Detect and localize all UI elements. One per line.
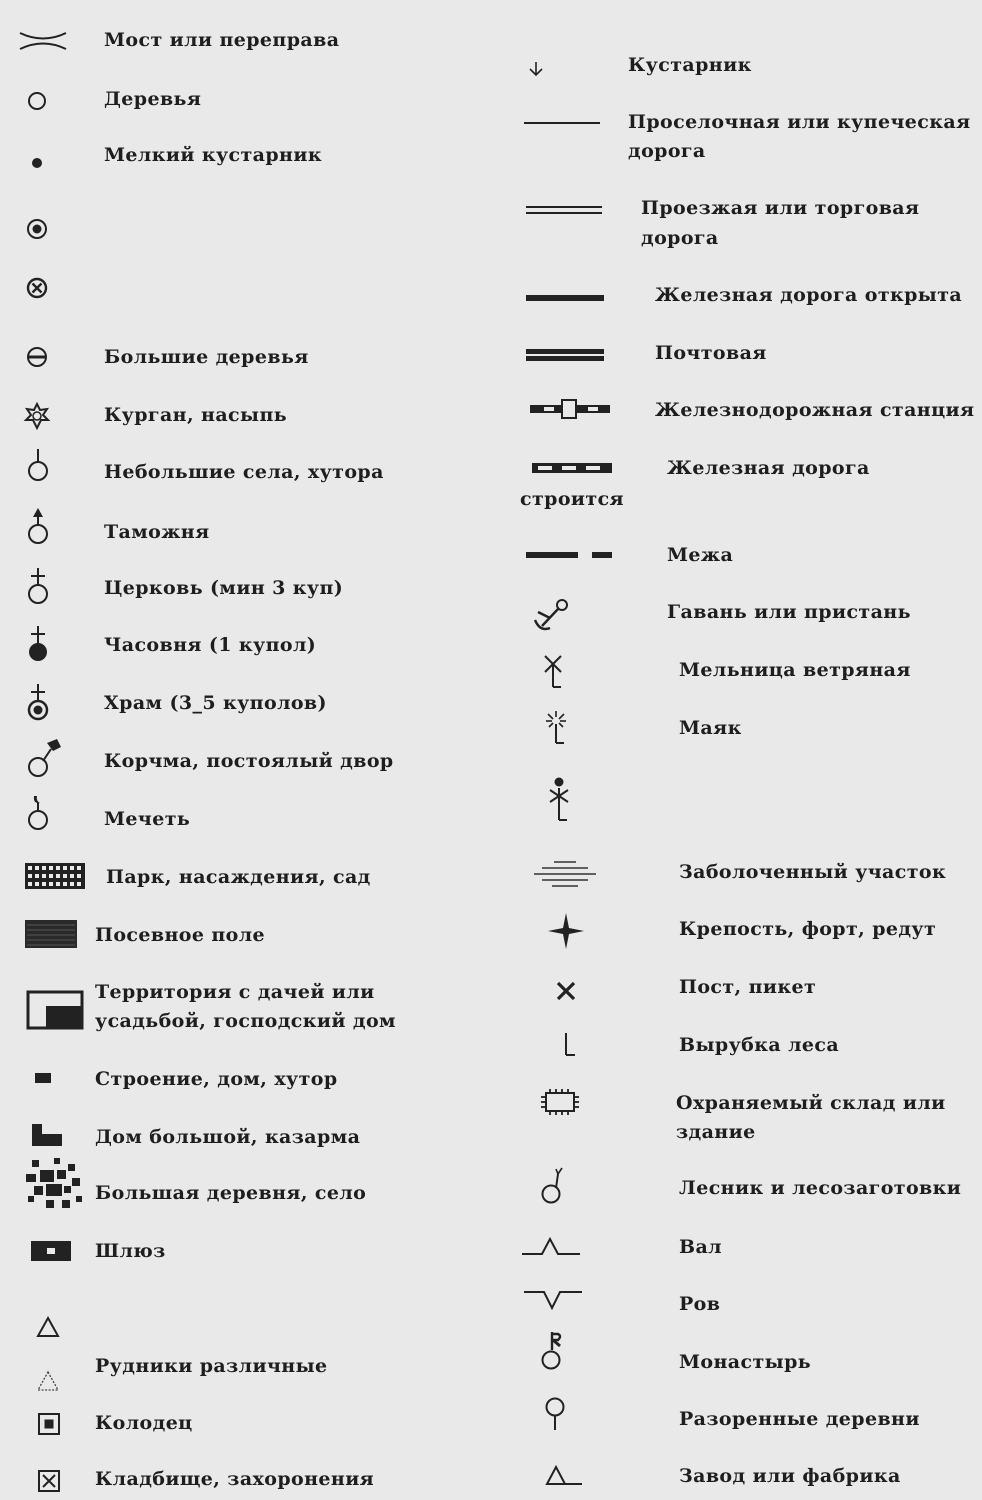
legend-label: Кладбище, захоронения	[95, 1468, 375, 1490]
warehouse-icon	[538, 1087, 582, 1117]
legend-label: Строение, дом, хутор	[95, 1068, 338, 1090]
dotted-triangle-icon	[36, 1370, 60, 1392]
legend-label: Курган, насыпь	[104, 404, 288, 426]
railway-station-icon	[530, 398, 610, 420]
legend-label: Проселочная или купеческая	[628, 111, 971, 133]
legend-label: Крепость, форт, редут	[679, 918, 937, 940]
legend-label: Железная дорога	[667, 457, 870, 479]
legend-label: Проезжая или торговая	[641, 197, 920, 219]
estate-icon	[26, 990, 84, 1030]
barracks-icon	[30, 1122, 64, 1148]
legend-label: Лесник и лесозаготовки	[679, 1177, 962, 1199]
legend-label: Монастырь	[679, 1351, 812, 1373]
cemetery-icon	[37, 1469, 61, 1493]
legend-label: Большая деревня, село	[95, 1182, 367, 1204]
circle-bar-icon	[25, 345, 49, 369]
chapel-icon	[25, 624, 51, 664]
legend-label: Мелкий кустарник	[104, 144, 322, 166]
legend-label: Ров	[679, 1293, 721, 1315]
circle-cross-icon	[25, 276, 49, 300]
ditch-icon	[524, 1288, 584, 1312]
windmill-icon	[541, 654, 565, 690]
church-icon	[25, 566, 51, 606]
legend-label: Охраняемый склад или	[676, 1092, 946, 1114]
legend-label: Посевное поле	[95, 924, 266, 946]
building-icon	[34, 1072, 52, 1084]
legend-label: Таможня	[104, 521, 210, 543]
figure-icon	[546, 776, 572, 824]
legend-label: Дом большой, казарма	[95, 1126, 361, 1148]
legend-label: Колодец	[95, 1412, 193, 1434]
legend-label: Заболоченный участок	[679, 861, 947, 883]
post-cross-icon	[555, 980, 577, 1002]
boundary-icon	[526, 550, 614, 560]
legend-label: Межа	[667, 544, 734, 566]
legend-label: Церковь (мин 3 куп)	[104, 577, 344, 599]
legend-label: Рудники различные	[95, 1355, 328, 1377]
railway-icon	[526, 293, 604, 303]
swamp-icon	[532, 858, 598, 888]
circle-dot-icon	[25, 217, 49, 241]
monastery-icon	[538, 1330, 570, 1372]
factory-icon	[544, 1464, 584, 1488]
legend-label: Вал	[679, 1236, 722, 1258]
legend-label: Кустарник	[628, 54, 752, 76]
clearing-icon	[562, 1031, 578, 1059]
country-road-icon	[524, 119, 600, 127]
legend-label: Корчма, постоялый двор	[104, 750, 394, 772]
legend-label: Мечеть	[104, 808, 191, 830]
star-mound-icon	[24, 403, 50, 429]
legend-label: Большие деревья	[104, 346, 309, 368]
bridge-icon	[18, 30, 68, 52]
field-icon	[24, 919, 78, 949]
park-grid-icon	[24, 862, 86, 890]
harbor-anchor-icon	[532, 596, 572, 634]
dot-icon	[30, 156, 44, 170]
mosque-icon	[25, 792, 51, 832]
triangle-icon	[36, 1316, 60, 1338]
legend-label: Мельница ветряная	[679, 659, 911, 681]
legend-label: Храм (3_5 куполов)	[104, 692, 327, 714]
legend-sublabel: строится	[520, 488, 624, 510]
legend-label: Парк, насаждения, сад	[106, 866, 371, 888]
legend-label: Железнодорожная станция	[655, 399, 975, 421]
hollow-circle-icon	[26, 90, 48, 112]
legend-label: Деревья	[104, 88, 202, 110]
postal-road-icon	[526, 348, 604, 362]
legend-label: Маяк	[679, 717, 742, 739]
legend-label: Шлюз	[95, 1240, 166, 1262]
legend-label: Завод или фабрика	[679, 1465, 901, 1487]
legend-label: Разоренные деревни	[679, 1408, 920, 1430]
legend-label: Пост, пикет	[679, 976, 817, 998]
lighthouse-icon	[543, 710, 569, 746]
ruined-village-icon	[542, 1396, 568, 1432]
legend-label: Вырубка леса	[679, 1034, 840, 1056]
rampart-icon	[522, 1234, 582, 1258]
customs-icon	[25, 506, 51, 546]
big-village-icon	[24, 1156, 84, 1212]
fortress-star-icon	[547, 912, 585, 950]
forester-icon	[538, 1166, 570, 1206]
legend-label: Небольшие села, хутора	[104, 461, 384, 483]
trade-road-icon	[526, 204, 602, 216]
legend-label: Мост или переправа	[104, 29, 340, 51]
legend-label: Железная дорога открыта	[655, 284, 963, 306]
legend-label: Почтовая	[655, 342, 767, 364]
shrub-arrow-icon	[528, 60, 544, 78]
temple-icon	[25, 682, 51, 722]
well-icon	[37, 1412, 61, 1436]
legend-label-line2: здание	[676, 1121, 756, 1143]
tavern-icon	[25, 737, 65, 779]
legend-label: Часовня (1 купол)	[104, 634, 317, 656]
legend-label: Территория с дачей или	[95, 981, 375, 1003]
sluice-icon	[30, 1240, 72, 1262]
legend-label-line2: дорога	[641, 227, 719, 249]
legend-label-line2: усадьбой, господский дом	[95, 1010, 396, 1032]
village-icon	[25, 447, 51, 483]
legend-label: Гавань или пристань	[667, 601, 911, 623]
railway-construction-icon	[532, 462, 612, 474]
legend-label-line2: дорога	[628, 140, 706, 162]
